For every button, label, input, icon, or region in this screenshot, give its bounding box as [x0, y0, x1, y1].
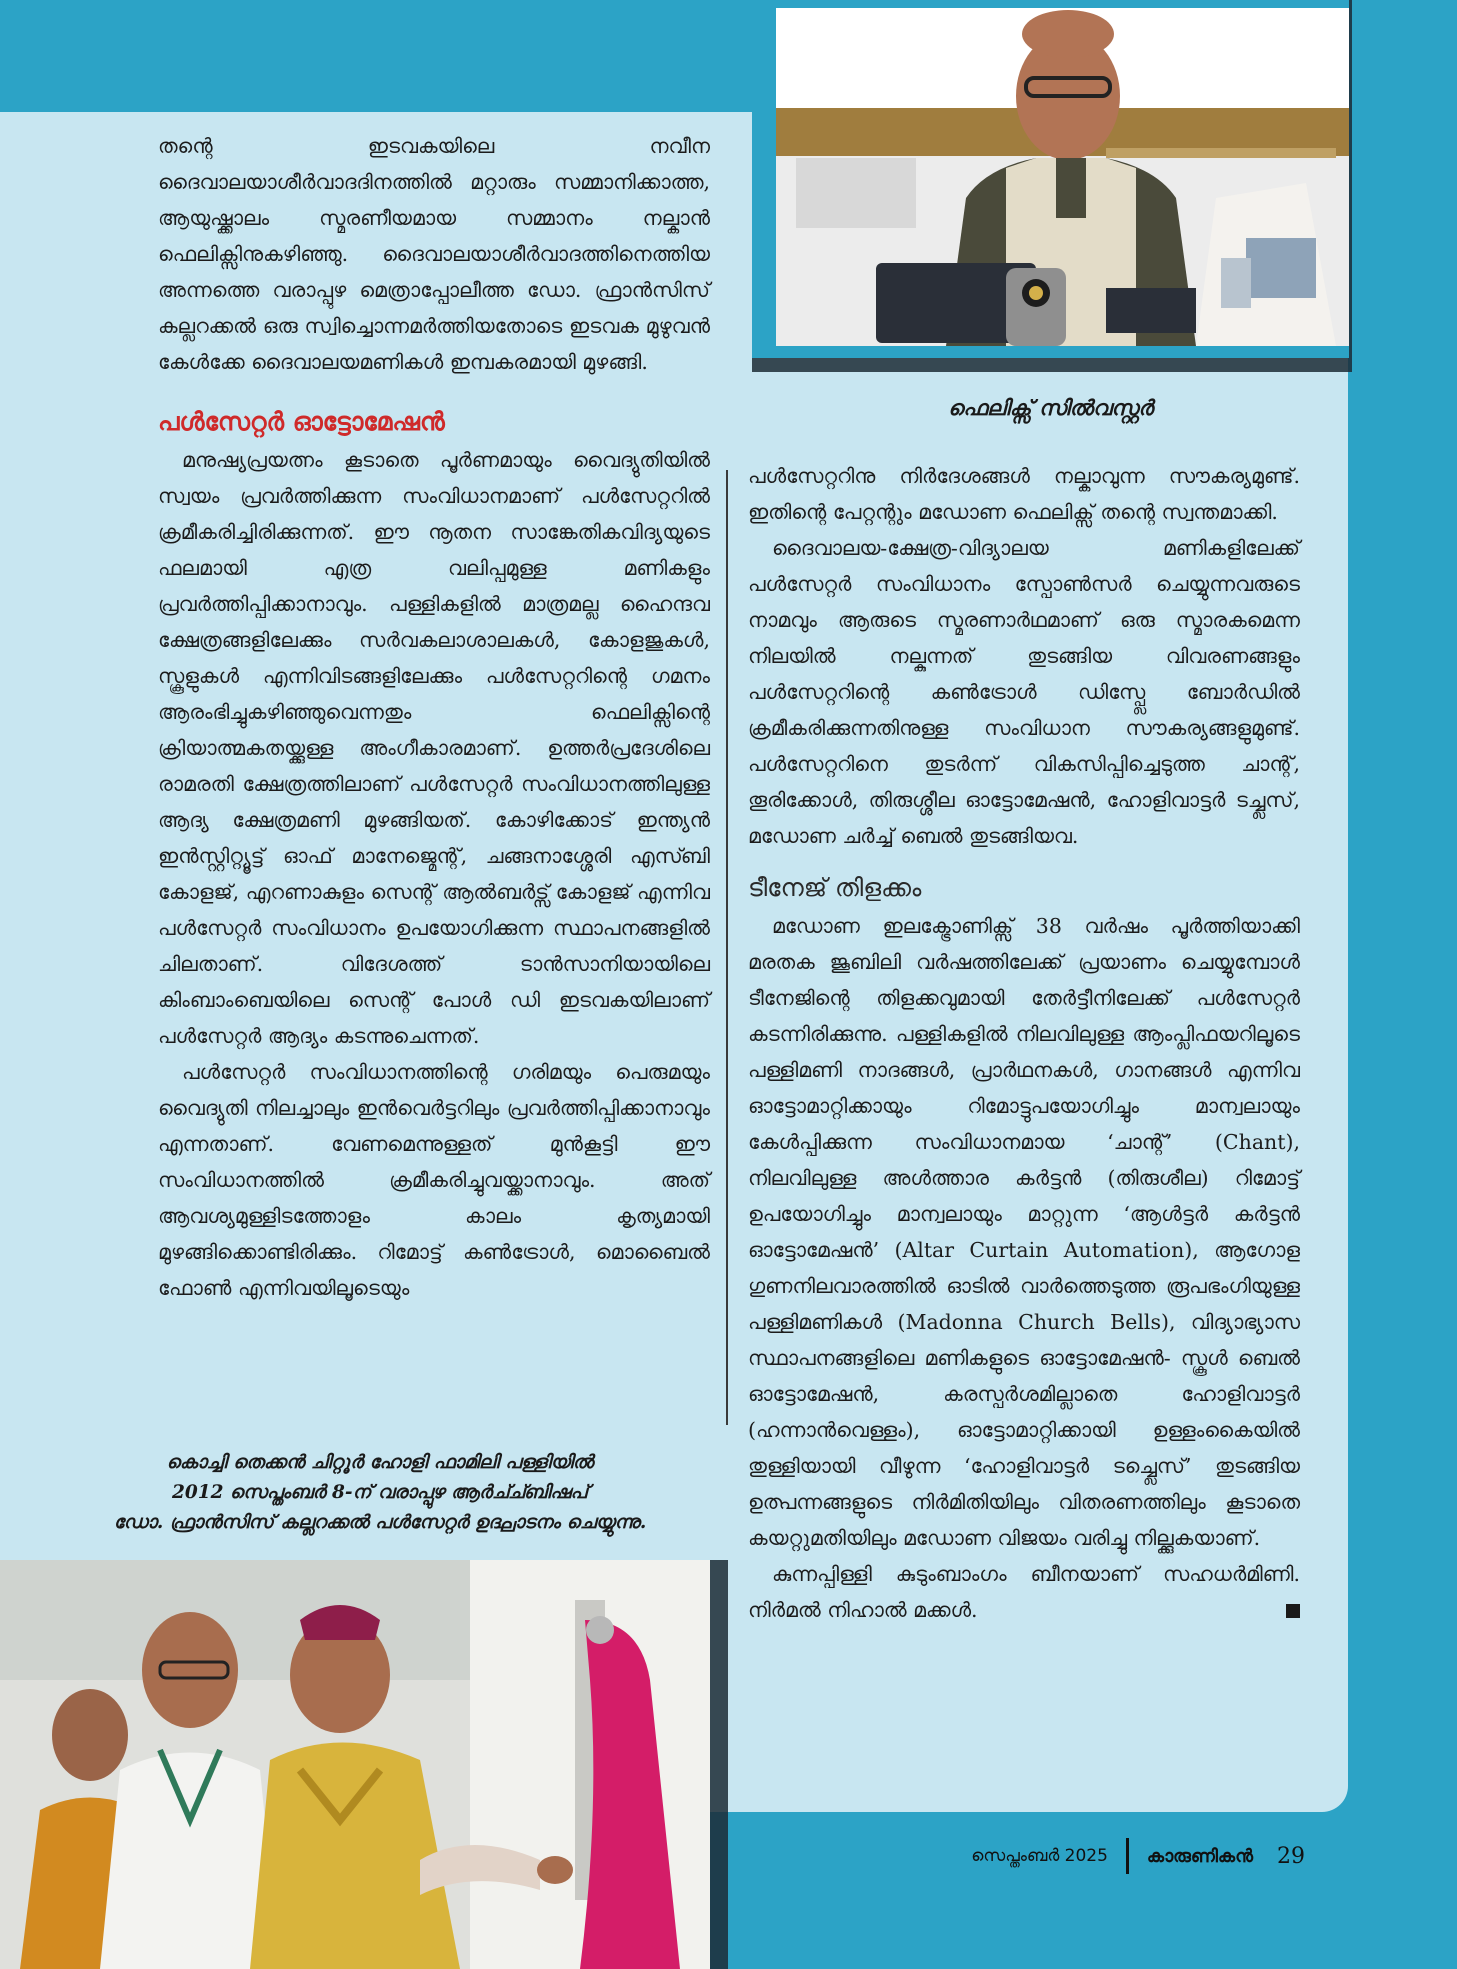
left-column — [158, 128, 710, 1306]
right-paragraph-4: കുന്നപ്പിള്ളി കുടുംബാംഗം ബീനയാണ് സഹധർമിണി. നിർമൽ നിഹാൽ മക്കൾ. — [748, 1562, 1300, 1622]
portrait-photo — [776, 8, 1349, 346]
inauguration-photo — [0, 1560, 710, 1969]
column-divider — [726, 470, 728, 1425]
issue-date: സെപ്തംബർ 2025 — [971, 1846, 1108, 1866]
photo-bottom-caption — [40, 1448, 720, 1538]
end-of-article-mark — [1286, 1604, 1300, 1618]
caption-line-1: കൊച്ചി തെക്കൻ ചിറ്റൂർ ഹോളി ഫാമിലി പള്ളിയിൽ — [166, 1452, 594, 1473]
photo-top-caption: ഫെലിക്സ് സിൽവസ്റ്റർ — [948, 395, 1153, 420]
intro-paragraph: തന്റെ ഇടവകയിലെ നവീന ദൈവാലയാശീർവാദദിനത്തിൽ മറ്റാരും സമ്മാനിക്കാത്ത, ആയുഷ്ക്കാലം സ്മരണീയമായ സമ്മാനം നല്കാൻ ഫെലിക്സിനുകഴിഞ്ഞു. ദൈവാലയാശീർവാദത്തിനെത്തിയ അന്നത്തെ വരാപ്പുഴ മെത്രാപ്പോലീത്ത ഡോ. ഫ്രാൻസിസ് കല്ലറക്കൽ ഒരു സ്വിച്ചൊന്നമർത്തിയതോടെ ഇടവക മുഴുവൻ കേൾക്കേ ദൈവാലയമണികൾ ഇമ്പകരമായി മുഴങ്ങി. — [158, 134, 710, 374]
right-paragraph-2: ദൈവാലയ-ക്ഷേത്ര-വിദ്യാലയ മണികളിലേക്ക് പൾസേറ്റർ സംവിധാനം സ്പോൺസർ ചെയ്യുന്നവരുടെ നാമവും ആരുടെ സ്മരണാർഥമാണ് ഒരു സ്മാരകമെന്ന നിലയിൽ നല്കുന്നത് തുടങ്ങിയ വിവരണങ്ങളും പൾസേറ്ററിന്റെ കൺട്രോൾ ഡിസ്പ്ലേ ബോർഡിൽ ക്രമീകരിക്കുന്നതിനുള്ള സംവിധാന സൗകര്യങ്ങളുമുണ്ട്. പൾസേറ്ററിനെ തുടർന്ന് വികസിപ്പിച്ചെടുത്ത ചാന്റ്, തൂരിക്കോൾ, തിരുശ്ശീല ഓട്ടോമേഷൻ, ഹോളിവാട്ടർ ടച്ച്ലസ്, മഡോണ ചർച്ച് ബെൽ തുടങ്ങിയവ. — [748, 536, 1300, 848]
magazine-name: കാരുണികൻ — [1146, 1845, 1253, 1867]
footer-separator — [1126, 1838, 1129, 1874]
page-number: 29 — [1277, 1843, 1305, 1869]
photo-bottom-frame — [0, 1560, 710, 1969]
left-paragraph-1: മനുഷ്യപ്രയത്നം കൂടാതെ പൂർണമായും വൈദ്യുതിയിൽ സ്വയം പ്രവർത്തിക്കുന്ന സംവിധാനമാണ് പൾസേറ്ററിൽ ക്രമീകരിച്ചിരിക്കുന്നത്. ഈ നൂതന സാങ്കേതികവിദ്യയുടെ ഫലമായി എത്ര വലിപ്പമുള്ള മണികളും പ്രവർത്തിപ്പിക്കാനാവും. പള്ളികളിൽ മാത്രമല്ല ഹൈന്ദവ ക്ഷേത്രങ്ങളിലേക്കും സർവകലാശാലകൾ, കോളജുകൾ, സ്കൂളുകൾ എന്നിവിടങ്ങളിലേക്കും പൾസേറ്ററിന്റെ ഗമനം ആരംഭിച്ചുകഴിഞ്ഞുവെന്നതും ഫെലിക്സിന്റെ ക്രിയാത്മകതയ്ക്കുള്ള അംഗീകാരമാണ്. ഉത്തർപ്രദേശിലെ രാമരതി ക്ഷേത്രത്തിലാണ് പൾസേറ്റർ സംവിധാനത്തിലുള്ള ആദ്യ ക്ഷേത്രമണി മുഴങ്ങിയത്. കോഴിക്കോട് ഇന്ത്യൻ ഇൻസ്റ്റിറ്റ്യൂട്ട് ഓഫ് മാനേജ്മെന്റ്, ചങ്ങനാശ്ശേരി എസ്ബി കോളജ്, എറണാകുളം സെന്റ് ആൽബർട്സ് കോളജ് എന്നിവ പൾസേറ്റർ സംവിധാനം ഉപയോഗിക്കുന്ന സ്ഥാപനങ്ങളിൽ ചിലതാണ്. വിദേശത്ത് ടാൻസാനിയായിലെ കിംബാംബെയിലെ സെന്റ് പോൾ ഡി ഇടവകയിലാണ് പൾസേറ്റർ ആദ്യം കടന്നുചെന്നത്. — [158, 448, 710, 1048]
photo-top-frame — [752, 0, 1349, 358]
right-paragraph-3: മഡോണ ഇലക്ട്രോണിക്സ് 38 വർഷം പൂർത്തിയാക്കി മരതക ജൂബിലി വർഷത്തിലേക്ക് പ്രയാണം ചെയ്യുമ്പോൾ ടീനേജിന്റെ തിളക്കവുമായി തേർട്ടീനിലേക്ക് പൾസേറ്റർ കടന്നിരിക്കുന്നു. പള്ളികളിൽ നിലവിലുള്ള ആംപ്ലിഫയറിലൂടെ പള്ളിമണി നാദങ്ങൾ, പ്രാർഥനകൾ, ഗാനങ്ങൾ എന്നിവ ഓട്ടോമാറ്റിക്കായും റിമോട്ടുപയോഗിച്ചും മാന്വലായും കേൾപ്പിക്കുന്ന സംവിധാനമായ ‘ചാന്റ്’ (Chant), നിലവിലുള്ള അൾത്താര കർട്ടൻ (തിരുശീല) റിമോട്ട് ഉപയോഗിച്ചും മാന്വലായും മാറ്റുന്ന ‘ആൾട്ടർ കർട്ടൻ ഓട്ടോമേഷൻ’ (Altar Curtain Automation), ആഗോള ഗുണനിലവാരത്തിൽ ഓടിൽ വാർത്തെടുത്ത രൂപഭംഗിയുള്ള പള്ളിമണികൾ (Madonna Church Bells), വിദ്യാഭ്യാസ സ്ഥാപനങ്ങളിലെ മണികളുടെ ഓട്ടോമേഷൻ- സ്കൂൾ ബെൽ ഓട്ടോമേഷൻ, കരസ്പർശമില്ലാതെ ഹോളിവാട്ടർ (ഹന്നാൻവെള്ളം), ഓട്ടോമാറ്റിക്കായി ഉള്ളംകൈയിൽ തുള്ളിയായി വീഴുന്ന ‘ഹോളിവാട്ടർ ടച്ച്ലെസ്’ തുടങ്ങിയ ഉത്പന്നങ്ങളുടെ നിർമിതിയിലും വിതരണത്തിലും കൂടാതെ കയറ്റുമതിയിലും മഡോണ വിജയം വരിച്ചു നില്ക്കുകയാണ്. — [748, 914, 1300, 1550]
left-paragraph-2: പൾസേറ്റർ സംവിധാനത്തിന്റെ ഗരിമയും പെരുമയും വൈദ്യുതി നിലച്ചാലും ഇൻവെർട്ടറിലും പ്രവർത്തിപ്പിക്കാനാവും എന്നതാണ്. വേണമെന്നുള്ളത് മുൻകൂട്ടി ഈ സംവിധാനത്തിൽ ക്രമീകരിച്ചുവയ്ക്കാനാവും. അത് ആവശ്യമുള്ളിടത്തോളം കാലം കൃത്യമായി മുഴങ്ങിക്കൊണ്ടിരിക്കും. റിമോട്ട് കൺട്രോൾ, മൊബൈൽ ഫോൺ എന്നിവയിലൂടെയും — [158, 1060, 710, 1300]
section-heading-pulsator: പൾസേറ്റർ ഓട്ടോമേഷൻ — [158, 407, 445, 436]
caption-line-3: ഡോ. ഫ്രാൻസിസ് കല്ലറക്കൽ പൾസേറ്റർ ഉദ്ഘാടനം ചെയ്യുന്നു. — [113, 1512, 647, 1533]
page-footer — [971, 1838, 1305, 1874]
caption-line-2: 2012 സെപ്തംബർ 8-ന് വരാപ്പുഴ ആർച്ച്ബിഷപ് — [171, 1482, 589, 1503]
right-paragraph-1: പൾസേറ്ററിനു നിർദേശങ്ങൾ നല്കാവുന്ന സൗകര്യമുണ്ട്. ഇതിന്റെ പേറ്റന്റും മഡോണ ഫെലിക്സ് തന്റെ സ്വന്തമാക്കി. — [748, 464, 1300, 524]
right-column — [748, 458, 1300, 1628]
section-heading-teenage: ടീനേജ് തിളക്കം — [748, 873, 922, 902]
